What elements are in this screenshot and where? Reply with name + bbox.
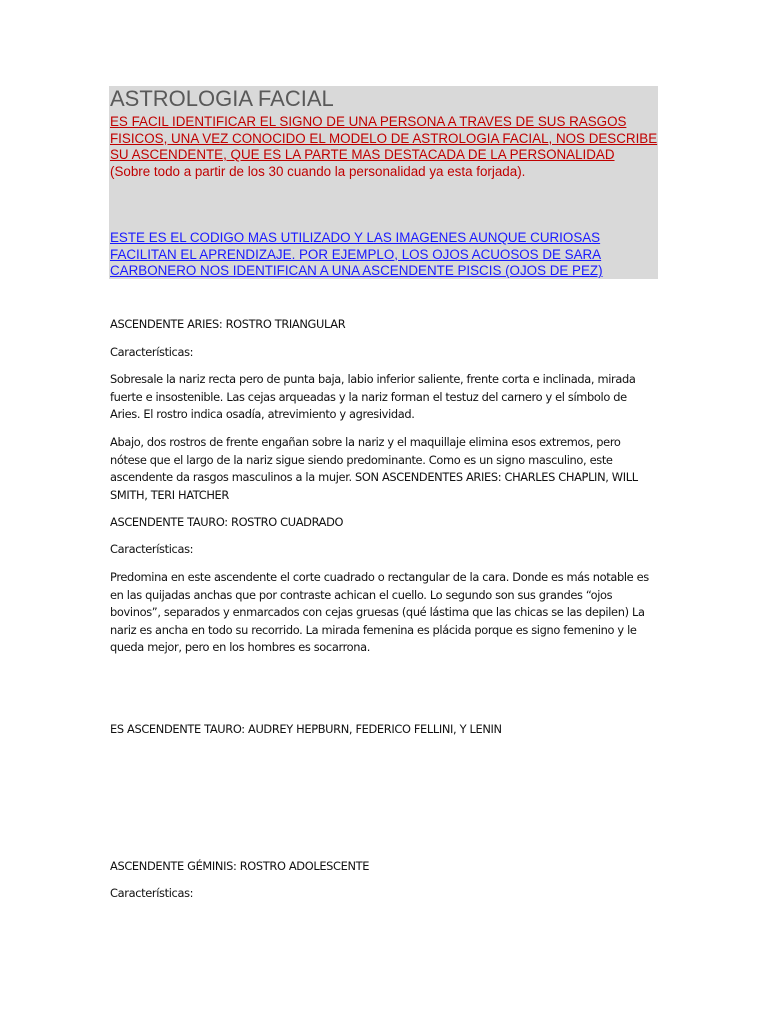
intro-blue-paragraph: ESTE ES EL CODIGO MAS UTILIZADO Y LAS IMAGENES AUNQUE CURIOSAS FACILITAN EL APRENDIZAJE. POR EJEMPLO, LOS OJOS ACUOSOS DE SARA CARBONERO NOS IDENTIFICAN A UNA ASCENDENTE PISCIS (OJOS DE PEZ) bbox=[110, 230, 603, 278]
tauro-characteristics-label: Características: bbox=[110, 542, 194, 556]
aries-heading: ASCENDENTE ARIES: ROSTRO TRIANGULAR bbox=[110, 317, 346, 331]
page-title: ASTROLOGIA FACIAL bbox=[110, 86, 334, 111]
tauro-heading: ASCENDENTE TAURO: ROSTRO CUADRADO bbox=[110, 515, 344, 529]
tauro-examples: ES ASCENDENTE TAURO: AUDREY HEPBURN, FEDERICO FELLINI, Y LENIN bbox=[110, 722, 502, 736]
aries-characteristics-label: Características: bbox=[110, 345, 194, 359]
intro-red-underlined-text: ES FACIL IDENTIFICAR EL SIGNO DE UNA PERSONA A TRAVES DE SUS RASGOS FISICOS, UNA VEZ CONOCIDO EL MODELO DE ASTROLOGIA FACIAL, NOS DESCRIBE SU ASCENDENTE, QUE ES LA PARTE MAS DESTACADA DE LA PERSONALIDAD bbox=[110, 114, 658, 162]
aries-paragraph-2: Abajo, dos rostros de frente engañan sobre la nariz y el maquillaje elimina esos extremos, pero nótese que el largo de la nariz sigue siendo predominante. Como es un signo masculino, este ascendente da rasgos masculinos a la mujer. SON ASCENDENTES ARIES: CHARLES CHAPLIN, WILL SMITH, TERI HATCHER bbox=[110, 435, 638, 502]
tauro-paragraph-1: Predomina en este ascendente el corte cuadrado o rectangular de la cara. Donde es más notable es en las quijadas anchas que por contraste achican el cuello. Lo segundo son sus grandes “ojos bovinos”, separados y enmarcados con cejas gruesas (qué lástima que las chicas se las depilen) La nariz es ancha en todo su recorrido. La mirada femenina es plácida porque es signo femenino y le queda mejor, pero en los hombres es socarrona. bbox=[110, 570, 649, 654]
geminis-characteristics-label: Características: bbox=[110, 886, 194, 900]
intro-red-paragraph bbox=[110, 114, 658, 180]
intro-red-rest-text: (Sobre todo a partir de los 30 cuando la personalidad ya esta forjada). bbox=[110, 163, 526, 179]
aries-paragraph-1: Sobresale la nariz recta pero de punta baja, labio inferior saliente, frente corta e inclinada, mirada fuerte e insostenible. Las cejas arqueadas y la nariz forman el testuz del carnero y el símbolo de Aries. El rostro indica osadía, atrevimiento y agresividad. bbox=[110, 372, 636, 421]
geminis-heading: ASCENDENTE GÉMINIS: ROSTRO ADOLESCENTE bbox=[110, 859, 370, 873]
